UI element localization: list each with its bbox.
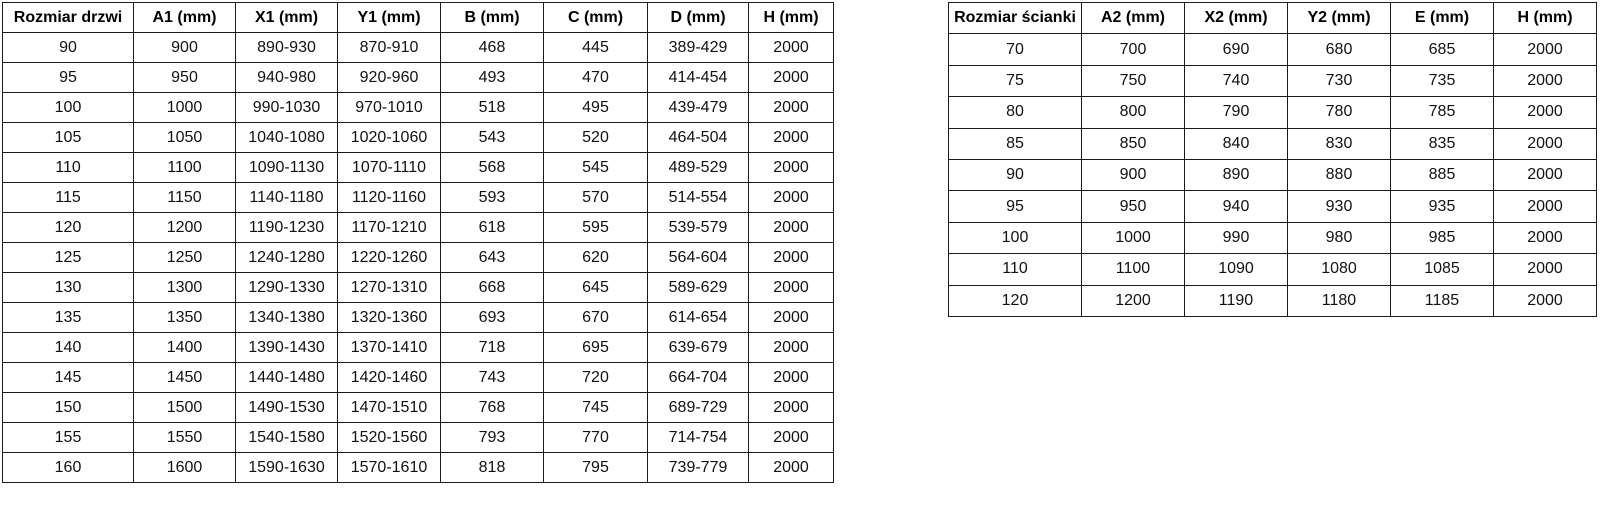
- table-row: [3, 303, 834, 333]
- table-cell: 1120-1160: [338, 183, 441, 213]
- table-cell: 785: [1391, 97, 1494, 128]
- table-cell: 468: [441, 33, 544, 63]
- table-cell: 830: [1288, 128, 1391, 159]
- table-cell: 990: [1185, 222, 1288, 253]
- table-cell: 570: [544, 183, 648, 213]
- table-cell: 1200: [1082, 285, 1185, 316]
- table-cell: 520: [544, 123, 648, 153]
- door-size-table: [2, 2, 834, 483]
- table-cell: 470: [544, 63, 648, 93]
- table-cell: 489-529: [648, 153, 749, 183]
- column-header: Y1 (mm): [338, 3, 441, 33]
- table-cell: 2000: [749, 63, 834, 93]
- column-header: Rozmiar drzwi: [3, 3, 134, 33]
- table-row: [3, 333, 834, 363]
- column-header: E (mm): [1391, 3, 1494, 34]
- table-cell: 985: [1391, 222, 1494, 253]
- column-header: X1 (mm): [236, 3, 338, 33]
- table-cell: 1080: [1288, 254, 1391, 285]
- table-row: [949, 191, 1597, 222]
- table-cell: 1340-1380: [236, 303, 338, 333]
- table-cell: 950: [1082, 191, 1185, 222]
- table-cell: 935: [1391, 191, 1494, 222]
- table-cell: 1440-1480: [236, 363, 338, 393]
- table-cell: 743: [441, 363, 544, 393]
- table-cell: 95: [3, 63, 134, 93]
- table-cell: 1400: [134, 333, 236, 363]
- table-row: [949, 97, 1597, 128]
- table-cell: 970-1010: [338, 93, 441, 123]
- table-cell: 1390-1430: [236, 333, 338, 363]
- table-cell: 2000: [749, 453, 834, 483]
- table-cell: 714-754: [648, 423, 749, 453]
- table-cell: 2000: [1494, 128, 1597, 159]
- table-cell: 100: [949, 222, 1082, 253]
- column-header: C (mm): [544, 3, 648, 33]
- table-cell: 739-779: [648, 453, 749, 483]
- table-row: [949, 285, 1597, 316]
- table-cell: 670: [544, 303, 648, 333]
- table-cell: 2000: [749, 153, 834, 183]
- door-table-header-row: [3, 3, 834, 33]
- table-cell: 2000: [1494, 34, 1597, 65]
- table-cell: 1520-1560: [338, 423, 441, 453]
- table-cell: 685: [1391, 34, 1494, 65]
- table-cell: 135: [3, 303, 134, 333]
- table-cell: 2000: [749, 423, 834, 453]
- table-cell: 543: [441, 123, 544, 153]
- table-row: [3, 183, 834, 213]
- table-cell: 850: [1082, 128, 1185, 159]
- table-cell: 885: [1391, 159, 1494, 190]
- table-cell: 2000: [1494, 191, 1597, 222]
- table-cell: 539-579: [648, 213, 749, 243]
- table-row: [3, 273, 834, 303]
- table-cell: 1220-1260: [338, 243, 441, 273]
- table-cell: 160: [3, 453, 134, 483]
- table-cell: 2000: [1494, 222, 1597, 253]
- table-row: [949, 128, 1597, 159]
- table-cell: 770: [544, 423, 648, 453]
- table-cell: 130: [3, 273, 134, 303]
- table-cell: 100: [3, 93, 134, 123]
- table-cell: 980: [1288, 222, 1391, 253]
- table-row: [3, 423, 834, 453]
- table-cell: 818: [441, 453, 544, 483]
- table-row: [3, 453, 834, 483]
- column-header: A2 (mm): [1082, 3, 1185, 34]
- table-cell: 689-729: [648, 393, 749, 423]
- table-cell: 2000: [749, 333, 834, 363]
- table-cell: 1050: [134, 123, 236, 153]
- table-cell: 2000: [749, 393, 834, 423]
- column-header: B (mm): [441, 3, 544, 33]
- table-cell: 2000: [749, 33, 834, 63]
- table-cell: 790: [1185, 97, 1288, 128]
- table-cell: 90: [949, 159, 1082, 190]
- table-cell: 2000: [749, 273, 834, 303]
- table-cell: 718: [441, 333, 544, 363]
- table-cell: 1470-1510: [338, 393, 441, 423]
- table-row: [949, 34, 1597, 65]
- table-cell: 2000: [749, 123, 834, 153]
- table-cell: 835: [1391, 128, 1494, 159]
- table-cell: 1020-1060: [338, 123, 441, 153]
- table-row: [3, 33, 834, 63]
- table-cell: 495: [544, 93, 648, 123]
- table-row: [3, 243, 834, 273]
- table-cell: 2000: [1494, 97, 1597, 128]
- table-cell: 1070-1110: [338, 153, 441, 183]
- table-row: [949, 222, 1597, 253]
- table-cell: 700: [1082, 34, 1185, 65]
- table-cell: 2000: [749, 303, 834, 333]
- table-cell: 840: [1185, 128, 1288, 159]
- table-cell: 518: [441, 93, 544, 123]
- table-row: [949, 65, 1597, 96]
- table-cell: 668: [441, 273, 544, 303]
- table-cell: 695: [544, 333, 648, 363]
- table-cell: 105: [3, 123, 134, 153]
- column-header: A1 (mm): [134, 3, 236, 33]
- table-cell: 890: [1185, 159, 1288, 190]
- table-cell: 1450: [134, 363, 236, 393]
- table-cell: 150: [3, 393, 134, 423]
- table-cell: 85: [949, 128, 1082, 159]
- table-cell: 745: [544, 393, 648, 423]
- table-row: [3, 93, 834, 123]
- table-cell: 643: [441, 243, 544, 273]
- table-cell: 940: [1185, 191, 1288, 222]
- table-cell: 568: [441, 153, 544, 183]
- table-cell: 950: [134, 63, 236, 93]
- table-cell: 1500: [134, 393, 236, 423]
- table-cell: 664-704: [648, 363, 749, 393]
- table-cell: 940-980: [236, 63, 338, 93]
- table-cell: 890-930: [236, 33, 338, 63]
- table-cell: 680: [1288, 34, 1391, 65]
- table-row: [3, 63, 834, 93]
- table-cell: 110: [949, 254, 1082, 285]
- table-cell: 589-629: [648, 273, 749, 303]
- table-cell: 2000: [749, 183, 834, 213]
- table-cell: 2000: [1494, 65, 1597, 96]
- table-cell: 639-679: [648, 333, 749, 363]
- table-cell: 1590-1630: [236, 453, 338, 483]
- table-cell: 125: [3, 243, 134, 273]
- table-cell: 735: [1391, 65, 1494, 96]
- table-cell: 1570-1610: [338, 453, 441, 483]
- table-cell: 1100: [1082, 254, 1185, 285]
- table-cell: 793: [441, 423, 544, 453]
- column-header: H (mm): [1494, 3, 1597, 34]
- table-cell: 870-910: [338, 33, 441, 63]
- table-cell: 1250: [134, 243, 236, 273]
- table-cell: 690: [1185, 34, 1288, 65]
- table-cell: 1180: [1288, 285, 1391, 316]
- table-row: [949, 159, 1597, 190]
- table-cell: 1040-1080: [236, 123, 338, 153]
- table-cell: 1490-1530: [236, 393, 338, 423]
- table-cell: 720: [544, 363, 648, 393]
- table-cell: 1290-1330: [236, 273, 338, 303]
- table-cell: 1370-1410: [338, 333, 441, 363]
- table-cell: 795: [544, 453, 648, 483]
- table-cell: 1540-1580: [236, 423, 338, 453]
- table-cell: 2000: [1494, 159, 1597, 190]
- table-cell: 70: [949, 34, 1082, 65]
- table-cell: 1320-1360: [338, 303, 441, 333]
- table-cell: 780: [1288, 97, 1391, 128]
- column-header: D (mm): [648, 3, 749, 33]
- table-cell: 740: [1185, 65, 1288, 96]
- table-cell: 595: [544, 213, 648, 243]
- table-cell: 880: [1288, 159, 1391, 190]
- table-cell: 1090: [1185, 254, 1288, 285]
- table-cell: 750: [1082, 65, 1185, 96]
- table-cell: 1140-1180: [236, 183, 338, 213]
- table-cell: 1085: [1391, 254, 1494, 285]
- column-header: X2 (mm): [1185, 3, 1288, 34]
- table-cell: 900: [134, 33, 236, 63]
- table-cell: 445: [544, 33, 648, 63]
- table-cell: 514-554: [648, 183, 749, 213]
- table-cell: 1190: [1185, 285, 1288, 316]
- table-row: [3, 153, 834, 183]
- table-cell: 618: [441, 213, 544, 243]
- table-cell: 800: [1082, 97, 1185, 128]
- table-cell: 2000: [749, 243, 834, 273]
- table-cell: 1185: [1391, 285, 1494, 316]
- table-cell: 990-1030: [236, 93, 338, 123]
- table-cell: 1240-1280: [236, 243, 338, 273]
- table-cell: 1550: [134, 423, 236, 453]
- table-cell: 90: [3, 33, 134, 63]
- table-row: [3, 213, 834, 243]
- table-cell: 1600: [134, 453, 236, 483]
- table-cell: 2000: [1494, 285, 1597, 316]
- table-row: [949, 254, 1597, 285]
- wall-size-table: [948, 2, 1597, 317]
- table-cell: 930: [1288, 191, 1391, 222]
- column-header: Rozmiar ścianki: [949, 3, 1082, 34]
- table-cell: 1100: [134, 153, 236, 183]
- table-cell: 2000: [1494, 254, 1597, 285]
- table-row: [3, 123, 834, 153]
- table-cell: 145: [3, 363, 134, 393]
- table-cell: 140: [3, 333, 134, 363]
- table-cell: 1170-1210: [338, 213, 441, 243]
- table-cell: 1000: [1082, 222, 1185, 253]
- table-cell: 564-604: [648, 243, 749, 273]
- table-cell: 545: [544, 153, 648, 183]
- table-cell: 1090-1130: [236, 153, 338, 183]
- table-cell: 1000: [134, 93, 236, 123]
- table-cell: 493: [441, 63, 544, 93]
- column-header: H (mm): [749, 3, 834, 33]
- wall-size-table-container: [948, 2, 1597, 317]
- table-cell: 1200: [134, 213, 236, 243]
- table-cell: 920-960: [338, 63, 441, 93]
- table-cell: 2000: [749, 93, 834, 123]
- table-cell: 693: [441, 303, 544, 333]
- table-cell: 115: [3, 183, 134, 213]
- table-cell: 414-454: [648, 63, 749, 93]
- table-cell: 75: [949, 65, 1082, 96]
- table-cell: 593: [441, 183, 544, 213]
- table-cell: 1300: [134, 273, 236, 303]
- table-cell: 110: [3, 153, 134, 183]
- table-cell: 1150: [134, 183, 236, 213]
- table-cell: 155: [3, 423, 134, 453]
- table-cell: 2000: [749, 213, 834, 243]
- table-cell: 620: [544, 243, 648, 273]
- table-cell: 2000: [749, 363, 834, 393]
- table-cell: 80: [949, 97, 1082, 128]
- table-cell: 614-654: [648, 303, 749, 333]
- table-cell: 120: [949, 285, 1082, 316]
- table-cell: 120: [3, 213, 134, 243]
- table-cell: 389-429: [648, 33, 749, 63]
- table-row: [3, 363, 834, 393]
- table-cell: 1350: [134, 303, 236, 333]
- table-row: [3, 393, 834, 423]
- table-cell: 464-504: [648, 123, 749, 153]
- table-cell: 95: [949, 191, 1082, 222]
- table-cell: 1190-1230: [236, 213, 338, 243]
- column-header: Y2 (mm): [1288, 3, 1391, 34]
- wall-table-header-row: [949, 3, 1597, 34]
- table-cell: 439-479: [648, 93, 749, 123]
- table-cell: 900: [1082, 159, 1185, 190]
- table-cell: 645: [544, 273, 648, 303]
- table-cell: 730: [1288, 65, 1391, 96]
- table-cell: 1420-1460: [338, 363, 441, 393]
- table-cell: 1270-1310: [338, 273, 441, 303]
- door-size-table-container: [2, 2, 834, 483]
- table-cell: 768: [441, 393, 544, 423]
